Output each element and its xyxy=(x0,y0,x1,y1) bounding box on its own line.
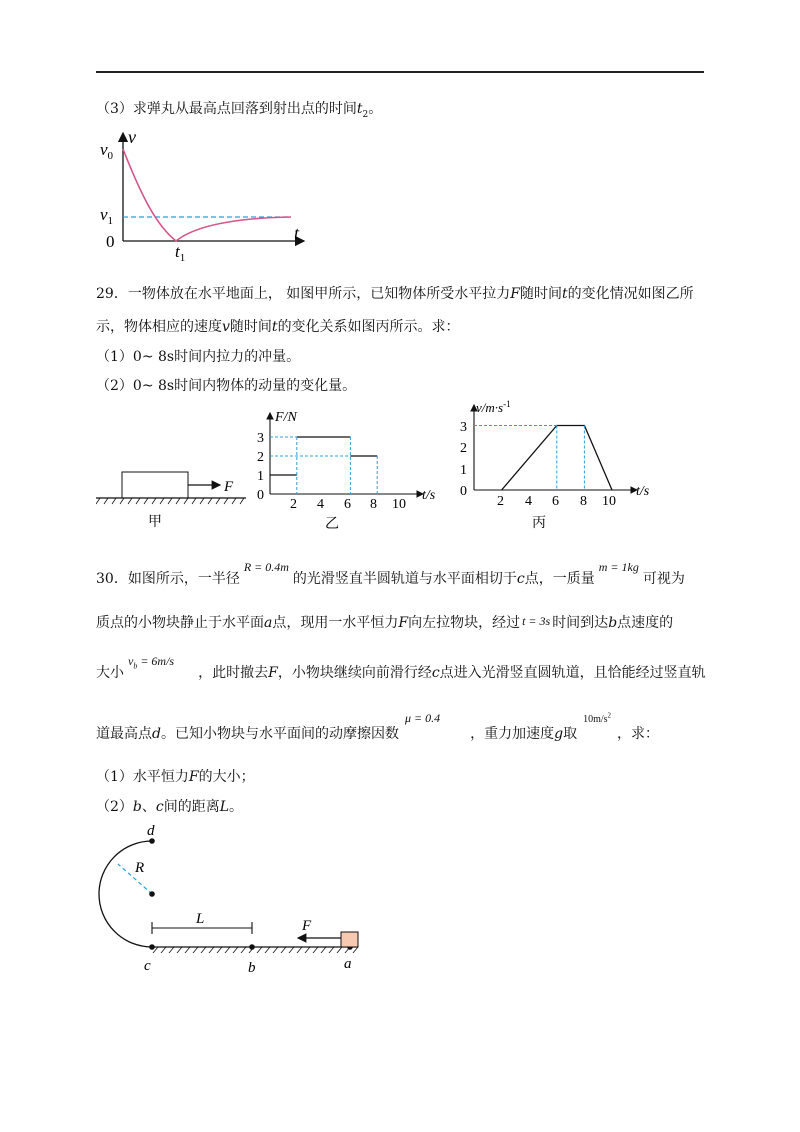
q28-part3-end: 。 xyxy=(368,101,383,117)
q30-block xyxy=(341,932,358,947)
q30-ground-hatch xyxy=(153,947,358,953)
q29-yi-xtick-10: 10 xyxy=(392,497,406,512)
q30-figure xyxy=(90,820,380,980)
q29-yi-xtick-2: 2 xyxy=(290,497,297,512)
q28-curve xyxy=(123,149,291,241)
q29-fig-bing xyxy=(452,395,662,533)
q29-yi-ytick-3: 3 xyxy=(257,431,264,446)
q28-part3-text: （3）求弹丸从最高点回落到射出点的时间 xyxy=(96,101,357,117)
q28-t1-label: $t_1$ xyxy=(175,242,186,264)
q29-bing-ytick-0: 0 xyxy=(460,484,467,499)
q29-fig-jia xyxy=(96,460,256,535)
q29-bing-xtick-8: 8 xyxy=(580,494,587,509)
q29-yi-xtick-4: 4 xyxy=(317,497,324,512)
q30-line-2: 质点的小物块静止于水平面a点，现用一水平恒力F向左拉物块，经过 t = 3s 时间到达b点速度的 xyxy=(96,614,674,631)
q29-stem-1: 29．一物体放在水平地面上， 如图甲所示，已知物体所受水平拉力F随时间t的变化情况如图乙所 xyxy=(96,286,694,302)
q30-label-L: L xyxy=(196,911,205,927)
q28-t-label: t xyxy=(294,223,300,243)
q30-label-b: b xyxy=(248,960,256,976)
q28-part3 xyxy=(96,98,382,120)
q29-bing-ytick-3: 3 xyxy=(460,420,467,435)
q29-yi-xtick-8: 8 xyxy=(370,497,377,512)
q30-label-d: d xyxy=(147,823,155,839)
q30-semicircle-track xyxy=(99,841,152,947)
q30-label-F: F xyxy=(302,918,312,934)
q29-yi-ylabel: F/N xyxy=(275,410,297,425)
q28-origin: 0 xyxy=(106,232,115,251)
q29-yi-xtick-6: 6 xyxy=(344,497,351,512)
q29-bing-xtick-6: 6 xyxy=(552,494,559,509)
q30-label-R: R xyxy=(135,860,145,876)
q29-block xyxy=(122,472,188,498)
q30-line-3: 大小$v_b = 6m/s$，此时撤去F，小物块继续向前滑行经c点进入光滑竖直圆轨道，且恰能经过竖直轨 xyxy=(96,654,706,681)
q29-bing-ylabel: $v/m\cdot s^{-1}$ xyxy=(476,399,511,415)
header-rule xyxy=(96,71,704,73)
q29-bing-xtick-2: 2 xyxy=(497,494,504,509)
q28-v1-label: $v_1$ xyxy=(100,205,114,227)
q29-bing-series xyxy=(474,426,612,491)
q30-center-point xyxy=(149,891,155,897)
q30-point-d xyxy=(149,838,155,844)
q29-bing-ytick-2: 2 xyxy=(460,441,467,456)
q30-part1: （1）水平恒力F的大小； xyxy=(96,769,255,785)
q28-part3-sub: 2 xyxy=(362,109,369,120)
q30-label-c: c xyxy=(144,958,151,974)
q29-yi-ytick-2: 2 xyxy=(257,450,264,465)
q29-caption-jia: 甲 xyxy=(148,514,162,530)
q29-part1: （1）0~ 8s时间内拉力的冲量。 xyxy=(96,349,301,365)
q29-part2: （2）0~ 8s时间内物体的动量的变化量。 xyxy=(96,378,357,394)
q28-part3-var: t xyxy=(356,101,363,117)
q29-force-label: F xyxy=(224,479,234,495)
q28-v0-label: $v_0$ xyxy=(100,140,114,162)
q29-stem-2: 示，物体相应的速度v随时间t的变化关系如图丙所示。求： xyxy=(96,319,460,335)
q29-ground-hatch xyxy=(96,498,244,504)
q29-caption-yi: 乙 xyxy=(325,516,339,532)
q29-yi-series xyxy=(270,437,377,494)
q29-yi-ytick-0: 0 xyxy=(257,488,264,503)
q29-bing-xtick-10: 10 xyxy=(602,494,616,509)
q29-bing-xlabel: t/s xyxy=(636,484,650,499)
q30-line-1: 30．如图所示，一半径R = 0.4m的光滑竖直半圆轨道与水平面相切于c点，一质量m = 1kg可视为 xyxy=(96,560,685,587)
q29-yi-xlabel: t/s xyxy=(422,488,436,503)
q30-line-4: 道最高点d。已知小物块与水平面间的动摩擦因数μ = 0.4，重力加速度g取$^{10m/s^2}$，求： xyxy=(96,711,660,742)
q30-label-a: a xyxy=(344,956,352,972)
q28-v-label: v xyxy=(128,127,136,147)
q28-vt-graph xyxy=(96,125,316,265)
q29-yi-ytick-1: 1 xyxy=(257,469,264,484)
q30-part2: （2）b、c间的距离L。 xyxy=(96,799,244,815)
q29-fig-yi xyxy=(255,408,445,533)
q29-bing-ytick-1: 1 xyxy=(460,463,467,478)
q29-bing-xtick-4: 4 xyxy=(525,494,532,509)
q29-caption-bing: 丙 xyxy=(532,515,546,531)
